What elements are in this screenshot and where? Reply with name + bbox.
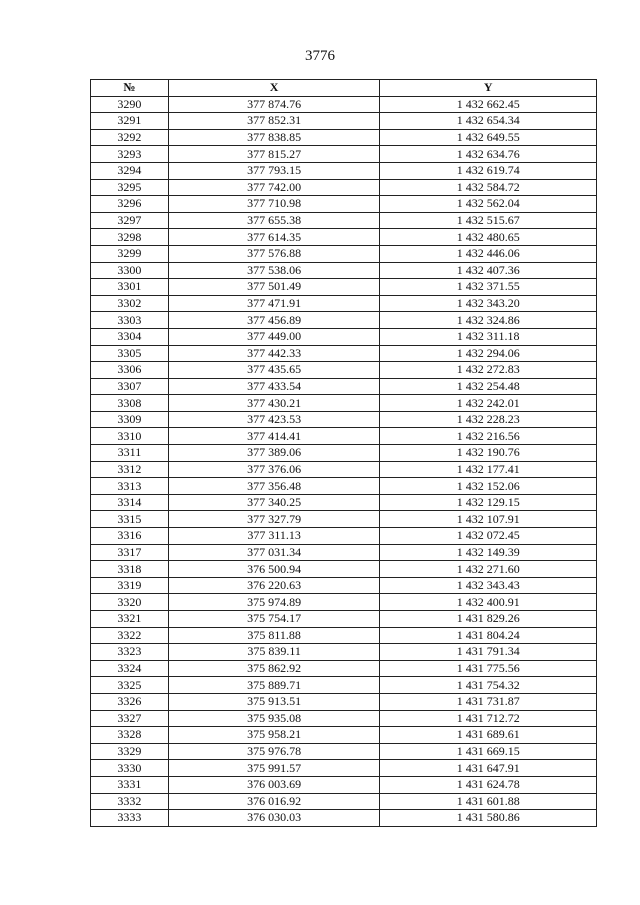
point-number-cell: 3306 — [91, 362, 169, 379]
x-coordinate-cell: 377 327.79 — [168, 511, 380, 528]
x-coordinate-cell: 376 220.63 — [168, 577, 380, 594]
table-row — [91, 810, 597, 827]
y-coordinate-cell: 1 432 311.18 — [380, 328, 597, 345]
point-number-cell: 3297 — [91, 212, 169, 229]
y-coordinate-cell: 1 432 343.20 — [380, 295, 597, 312]
point-number-cell: 3298 — [91, 229, 169, 246]
y-coordinate-cell: 1 432 662.45 — [380, 96, 597, 113]
y-coordinate-cell: 1 432 515.67 — [380, 212, 597, 229]
point-number-cell: 3315 — [91, 511, 169, 528]
y-coordinate-cell: 1 432 129.15 — [380, 494, 597, 511]
y-coordinate-cell: 1 432 272.83 — [380, 362, 597, 379]
point-number-cell: 3329 — [91, 743, 169, 760]
table-row — [91, 411, 597, 428]
point-number-cell: 3325 — [91, 677, 169, 694]
y-coordinate-cell: 1 432 254.48 — [380, 378, 597, 395]
x-coordinate-cell: 377 815.27 — [168, 146, 380, 163]
x-coordinate-cell: 377 456.89 — [168, 312, 380, 329]
point-number-cell: 3294 — [91, 162, 169, 179]
x-coordinate-cell: 377 838.85 — [168, 129, 380, 146]
table-row — [91, 793, 597, 810]
table-row — [91, 710, 597, 727]
page-number: 3776 — [305, 48, 335, 64]
point-number-cell: 3293 — [91, 146, 169, 163]
x-coordinate-cell: 377 576.88 — [168, 245, 380, 262]
y-coordinate-cell: 1 431 754.32 — [380, 677, 597, 694]
x-coordinate-cell: 375 991.57 — [168, 760, 380, 777]
point-number-cell: 3319 — [91, 577, 169, 594]
y-coordinate-cell: 1 431 804.24 — [380, 627, 597, 644]
y-coordinate-cell: 1 431 689.61 — [380, 727, 597, 744]
table-row — [91, 312, 597, 329]
column-header-number: № — [91, 80, 169, 97]
table-row — [91, 212, 597, 229]
point-number-cell: 3292 — [91, 129, 169, 146]
column-header-y: Y — [380, 80, 597, 97]
x-coordinate-cell: 377 874.76 — [168, 96, 380, 113]
point-number-cell: 3300 — [91, 262, 169, 279]
table-row — [91, 478, 597, 495]
table-row — [91, 577, 597, 594]
x-coordinate-cell: 377 742.00 — [168, 179, 380, 196]
y-coordinate-cell: 1 432 480.65 — [380, 229, 597, 246]
y-coordinate-cell: 1 432 072.45 — [380, 528, 597, 545]
x-coordinate-cell: 377 433.54 — [168, 378, 380, 395]
x-coordinate-cell: 375 913.51 — [168, 693, 380, 710]
y-coordinate-cell: 1 432 324.86 — [380, 312, 597, 329]
table-row — [91, 245, 597, 262]
point-number-cell: 3299 — [91, 245, 169, 262]
table-row — [91, 129, 597, 146]
x-coordinate-cell: 377 655.38 — [168, 212, 380, 229]
point-number-cell: 3296 — [91, 196, 169, 213]
y-coordinate-cell: 1 431 731.87 — [380, 693, 597, 710]
y-coordinate-cell: 1 432 149.39 — [380, 544, 597, 561]
x-coordinate-cell: 377 423.53 — [168, 411, 380, 428]
y-coordinate-cell: 1 431 601.88 — [380, 793, 597, 810]
y-coordinate-cell: 1 432 562.04 — [380, 196, 597, 213]
point-number-cell: 3320 — [91, 594, 169, 611]
table-row — [91, 627, 597, 644]
table-row — [91, 362, 597, 379]
y-coordinate-cell: 1 432 152.06 — [380, 478, 597, 495]
x-coordinate-cell: 375 811.88 — [168, 627, 380, 644]
x-coordinate-cell: 375 862.92 — [168, 660, 380, 677]
x-coordinate-cell: 376 030.03 — [168, 810, 380, 827]
table-row — [91, 295, 597, 312]
point-number-cell: 3314 — [91, 494, 169, 511]
point-number-cell: 3295 — [91, 179, 169, 196]
x-coordinate-cell: 376 500.94 — [168, 561, 380, 578]
table-row — [91, 461, 597, 478]
y-coordinate-cell: 1 431 669.15 — [380, 743, 597, 760]
y-coordinate-cell: 1 432 407.36 — [380, 262, 597, 279]
y-coordinate-cell: 1 432 271.60 — [380, 561, 597, 578]
x-coordinate-cell: 377 376.06 — [168, 461, 380, 478]
column-header-x: X — [168, 80, 380, 97]
table-row — [91, 96, 597, 113]
point-number-cell: 3313 — [91, 478, 169, 495]
y-coordinate-cell: 1 432 216.56 — [380, 428, 597, 445]
point-number-cell: 3309 — [91, 411, 169, 428]
point-number-cell: 3333 — [91, 810, 169, 827]
table-row — [91, 146, 597, 163]
x-coordinate-cell: 375 839.11 — [168, 644, 380, 661]
table-row — [91, 561, 597, 578]
point-number-cell: 3307 — [91, 378, 169, 395]
table-row — [91, 328, 597, 345]
table-row — [91, 677, 597, 694]
x-coordinate-cell: 377 340.25 — [168, 494, 380, 511]
x-coordinate-cell: 377 449.00 — [168, 328, 380, 345]
y-coordinate-cell: 1 432 190.76 — [380, 445, 597, 462]
point-number-cell: 3321 — [91, 611, 169, 628]
table-body — [91, 96, 597, 826]
point-number-cell: 3331 — [91, 776, 169, 793]
table-row — [91, 660, 597, 677]
x-coordinate-cell: 377 414.41 — [168, 428, 380, 445]
x-coordinate-cell: 377 430.21 — [168, 395, 380, 412]
point-number-cell: 3290 — [91, 96, 169, 113]
point-number-cell: 3330 — [91, 760, 169, 777]
x-coordinate-cell: 377 442.33 — [168, 345, 380, 362]
point-number-cell: 3305 — [91, 345, 169, 362]
table-row — [91, 693, 597, 710]
point-number-cell: 3311 — [91, 445, 169, 462]
coordinates-table — [90, 79, 597, 827]
x-coordinate-cell: 377 435.65 — [168, 362, 380, 379]
point-number-cell: 3318 — [91, 561, 169, 578]
x-coordinate-cell: 377 852.31 — [168, 113, 380, 130]
table-row — [91, 727, 597, 744]
y-coordinate-cell: 1 432 446.06 — [380, 245, 597, 262]
table-header-row — [91, 80, 597, 97]
y-coordinate-cell: 1 431 775.56 — [380, 660, 597, 677]
point-number-cell: 3327 — [91, 710, 169, 727]
y-coordinate-cell: 1 432 634.76 — [380, 146, 597, 163]
point-number-cell: 3310 — [91, 428, 169, 445]
point-number-cell: 3324 — [91, 660, 169, 677]
x-coordinate-cell: 375 958.21 — [168, 727, 380, 744]
y-coordinate-cell: 1 432 343.43 — [380, 577, 597, 594]
point-number-cell: 3328 — [91, 727, 169, 744]
x-coordinate-cell: 377 389.06 — [168, 445, 380, 462]
table-row — [91, 196, 597, 213]
point-number-cell: 3332 — [91, 793, 169, 810]
point-number-cell: 3304 — [91, 328, 169, 345]
point-number-cell: 3316 — [91, 528, 169, 545]
x-coordinate-cell: 375 976.78 — [168, 743, 380, 760]
x-coordinate-cell: 377 031.34 — [168, 544, 380, 561]
x-coordinate-cell: 376 003.69 — [168, 776, 380, 793]
table-row — [91, 528, 597, 545]
x-coordinate-cell: 375 889.71 — [168, 677, 380, 694]
point-number-cell: 3291 — [91, 113, 169, 130]
table-row — [91, 395, 597, 412]
y-coordinate-cell: 1 432 619.74 — [380, 162, 597, 179]
table-row — [91, 511, 597, 528]
point-number-cell: 3301 — [91, 279, 169, 296]
point-number-cell: 3322 — [91, 627, 169, 644]
x-coordinate-cell: 377 471.91 — [168, 295, 380, 312]
table-row — [91, 776, 597, 793]
y-coordinate-cell: 1 432 294.06 — [380, 345, 597, 362]
table-row — [91, 644, 597, 661]
point-number-cell: 3302 — [91, 295, 169, 312]
table-row — [91, 229, 597, 246]
point-number-cell: 3303 — [91, 312, 169, 329]
table-row — [91, 544, 597, 561]
y-coordinate-cell: 1 432 228.23 — [380, 411, 597, 428]
y-coordinate-cell: 1 431 624.78 — [380, 776, 597, 793]
x-coordinate-cell: 375 974.89 — [168, 594, 380, 611]
table-row — [91, 611, 597, 628]
x-coordinate-cell: 377 356.48 — [168, 478, 380, 495]
x-coordinate-cell: 377 793.15 — [168, 162, 380, 179]
table-row — [91, 494, 597, 511]
y-coordinate-cell: 1 431 712.72 — [380, 710, 597, 727]
y-coordinate-cell: 1 432 107.91 — [380, 511, 597, 528]
y-coordinate-cell: 1 431 829.26 — [380, 611, 597, 628]
table-row — [91, 743, 597, 760]
x-coordinate-cell: 377 311.13 — [168, 528, 380, 545]
x-coordinate-cell: 375 754.17 — [168, 611, 380, 628]
y-coordinate-cell: 1 432 177.41 — [380, 461, 597, 478]
point-number-cell: 3326 — [91, 693, 169, 710]
y-coordinate-cell: 1 431 647.91 — [380, 760, 597, 777]
table-row — [91, 594, 597, 611]
y-coordinate-cell: 1 432 242.01 — [380, 395, 597, 412]
table-row — [91, 760, 597, 777]
x-coordinate-cell: 377 710.98 — [168, 196, 380, 213]
table-row — [91, 378, 597, 395]
x-coordinate-cell: 375 935.08 — [168, 710, 380, 727]
y-coordinate-cell: 1 431 580.86 — [380, 810, 597, 827]
point-number-cell: 3317 — [91, 544, 169, 561]
x-coordinate-cell: 377 538.06 — [168, 262, 380, 279]
table-row — [91, 279, 597, 296]
point-number-cell: 3323 — [91, 644, 169, 661]
table-row — [91, 428, 597, 445]
y-coordinate-cell: 1 432 584.72 — [380, 179, 597, 196]
y-coordinate-cell: 1 432 400.91 — [380, 594, 597, 611]
x-coordinate-cell: 377 614.35 — [168, 229, 380, 246]
y-coordinate-cell: 1 431 791.34 — [380, 644, 597, 661]
x-coordinate-cell: 376 016.92 — [168, 793, 380, 810]
point-number-cell: 3308 — [91, 395, 169, 412]
y-coordinate-cell: 1 432 654.34 — [380, 113, 597, 130]
point-number-cell: 3312 — [91, 461, 169, 478]
table-row — [91, 162, 597, 179]
y-coordinate-cell: 1 432 371.55 — [380, 279, 597, 296]
x-coordinate-cell: 377 501.49 — [168, 279, 380, 296]
table-row — [91, 262, 597, 279]
table-row — [91, 345, 597, 362]
y-coordinate-cell: 1 432 649.55 — [380, 129, 597, 146]
table-row — [91, 179, 597, 196]
table-row — [91, 113, 597, 130]
table-row — [91, 445, 597, 462]
